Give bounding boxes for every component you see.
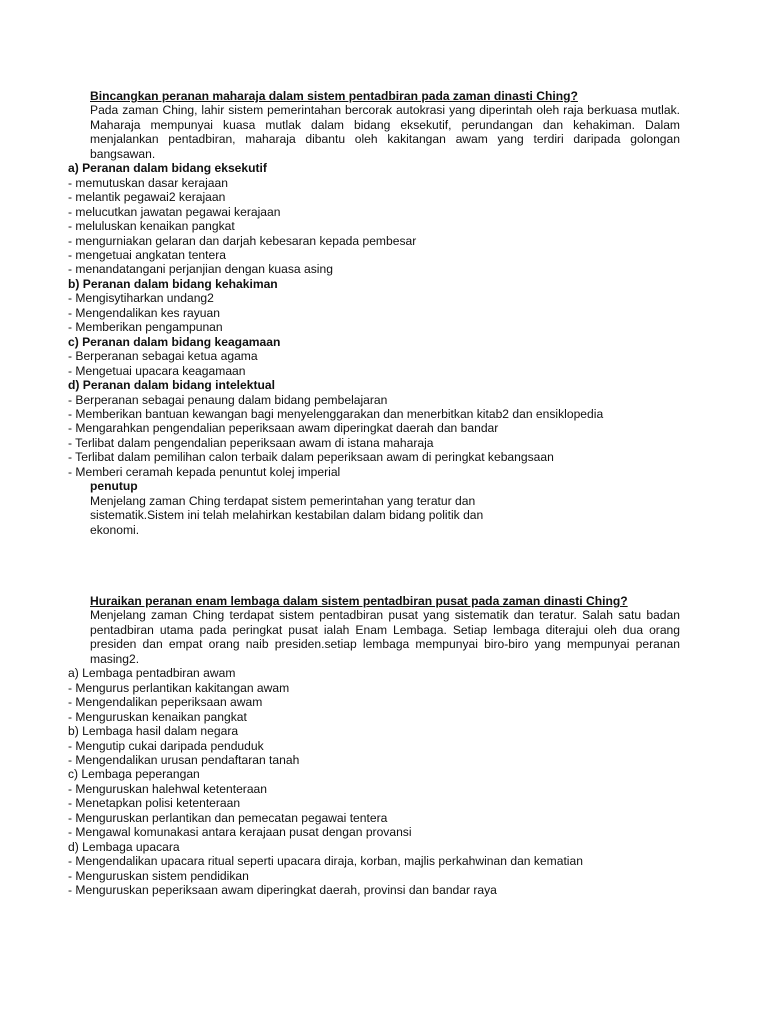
list-item: - Memberikan bantuan kewangan bagi menyelenggarakan dan menerbitkan kitab2 dan ensiklopedia bbox=[68, 406, 604, 421]
lembaga-group-pentadbiran bbox=[68, 666, 680, 724]
list-item: - Mengendalikan kes rayuan bbox=[68, 305, 220, 320]
group-heading: b) Lembaga hasil dalam negara bbox=[68, 724, 239, 739]
list-item: - Menguruskan perlantikan dan pemecatan pegawai tentera bbox=[68, 810, 388, 825]
question-title: Huraikan peranan enam lembaga dalam sistem pentadbiran pusat pada zaman dinasti Ching? bbox=[90, 594, 628, 608]
list-item: - Menguruskan kenaikan pangkat bbox=[68, 709, 247, 724]
lembaga-group-peperangan bbox=[68, 767, 680, 839]
list-item: - Mengarahkan pengendalian peperiksaan awam diperingkat daerah dan bandar bbox=[68, 421, 499, 436]
list-item: - Menguruskan peperiksaan awam diperingkat daerah, provinsi dan bandar raya bbox=[68, 883, 497, 898]
role-group-keagamaan bbox=[68, 335, 680, 378]
lembaga-group-hasil bbox=[68, 724, 680, 767]
group-heading: c) Peranan dalam bidang keagamaan bbox=[68, 334, 281, 349]
intro-paragraph: Pada zaman Ching, lahir sistem pemerintahan bercorak autokrasi yang diperintah oleh raja berkuasa mutlak. Maharaja mempunyai kuasa mutlak dalam bidang eksekutif, perundangan dan kehakiman. Dalam menjalankan pentadbiran, maharaja dibantu oleh kakitangan awam yang terdiri daripada golongan bangsawan. bbox=[90, 103, 680, 161]
list-item: - Mengendalikan upacara ritual seperti upacara diraja, korban, majlis perkahwinan dan kematian bbox=[68, 854, 583, 869]
closing-heading: penutup bbox=[90, 479, 138, 494]
list-item: - Mengawal komunakasi antara kerajaan pusat dengan provansi bbox=[68, 825, 412, 840]
list-item: - Berperanan sebagai ketua agama bbox=[68, 349, 258, 364]
group-heading: b) Peranan dalam bidang kehakiman bbox=[68, 276, 278, 291]
group-heading: a) Peranan dalam bidang eksekutif bbox=[68, 161, 267, 176]
list-item: - Mengisytiharkan undang2 bbox=[68, 291, 214, 306]
essay-section-maharaja bbox=[68, 89, 680, 537]
list-item: - menandatangani perjanjian dengan kuasa asing bbox=[68, 262, 333, 277]
group-heading: a) Lembaga pentadbiran awam bbox=[68, 666, 236, 681]
lembaga-group-upacara bbox=[68, 840, 680, 898]
list-item: - Terlibat dalam pengendalian peperiksaan awam di istana maharaja bbox=[68, 435, 434, 450]
role-group-eksekutif bbox=[68, 161, 680, 277]
list-item: - mengurniakan gelaran dan darjah kebesaran kepada pembesar bbox=[68, 233, 417, 248]
list-item: - Berperanan sebagai penaung dalam bidang pembelajaran bbox=[68, 392, 388, 407]
group-heading: d) Peranan dalam bidang intelektual bbox=[68, 378, 275, 393]
list-item: - Menguruskan halehwal ketenteraan bbox=[68, 781, 267, 796]
list-item: - Mengutip cukai daripada penduduk bbox=[68, 738, 264, 753]
list-item: - memutuskan dasar kerajaan bbox=[68, 175, 228, 190]
list-item: - melantik pegawai2 kerajaan bbox=[68, 190, 226, 205]
list-item: - Menguruskan sistem pendidikan bbox=[68, 868, 249, 883]
list-item: - Menetapkan polisi ketenteraan bbox=[68, 796, 241, 811]
list-item: - Mengendalikan peperiksaan awam bbox=[68, 695, 263, 710]
list-item: - Memberikan pengampunan bbox=[68, 320, 223, 335]
list-item: - Mengurus perlantikan kakitangan awam bbox=[68, 680, 290, 695]
group-heading: c) Lembaga peperangan bbox=[68, 767, 200, 782]
list-item: - Memberi ceramah kepada penuntut kolej imperial bbox=[68, 464, 341, 479]
list-item: - Terlibat dalam pemilihan calon terbaik dalam peperiksaan awam di peringkat kebangsaan bbox=[68, 450, 554, 465]
list-item: - Mengetuai upacara keagamaan bbox=[68, 363, 246, 378]
closing-paragraph: Menjelang zaman Ching terdapat sistem pemerintahan yang teratur dan sistematik.Sistem ini telah melahirkan kestabilan dalam bidang politik dan ekonomi. bbox=[90, 493, 484, 537]
question-title: Bincangkan peranan maharaja dalam sistem pentadbiran pada zaman dinasti Ching? bbox=[90, 89, 578, 103]
list-item: - Mengendalikan urusan pendaftaran tanah bbox=[68, 752, 300, 767]
list-item: - melucutkan jawatan pegawai kerajaan bbox=[68, 204, 281, 219]
essay-section-enam-lembaga bbox=[68, 594, 680, 898]
role-group-kehakiman bbox=[68, 277, 680, 335]
intro-paragraph: Menjelang zaman Ching terdapat sistem pentadbiran pusat yang sistematik dan teratur. Salah satu badan pentadbiran utama pada peringkat pusat ialah Enam Lembaga. Setiap lembaga diterajui oleh dua orang presiden dan empat orang naib presiden.setiap lembaga mempunyai biro-biro yang mempunyai peranan masing2. bbox=[90, 608, 680, 666]
group-heading: d) Lembaga upacara bbox=[68, 839, 180, 854]
role-group-intelektual bbox=[68, 378, 680, 479]
list-item: - mengetuai angkatan tentera bbox=[68, 247, 226, 262]
list-item: - meluluskan kenaikan pangkat bbox=[68, 219, 235, 234]
